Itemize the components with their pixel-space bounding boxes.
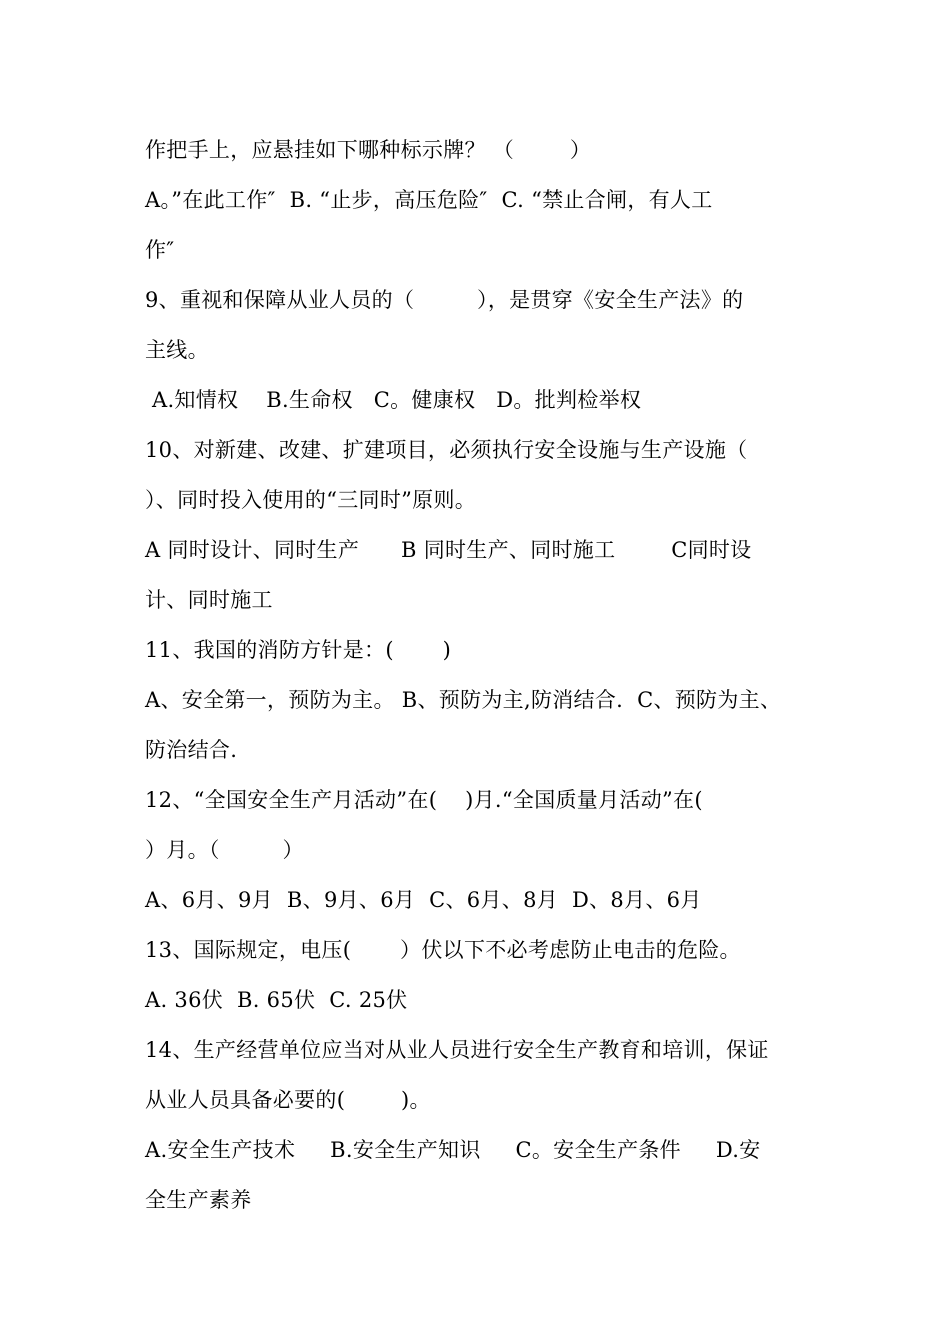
q14-text: 14、生产经营单位应当对从业人员进行安全生产教育和培训，保证 — [145, 1038, 769, 1062]
q10-options: A 同时设计、同时生产 B 同时生产、同时施工 C同时设 — [145, 538, 752, 562]
q12-options: A、6月、9月 B、9月、6月 C、6月、8月 D、8月、6月 — [145, 888, 702, 912]
q14-options: A.安全生产技术 B.安全生产知识 C。安全生产条件 D.安 — [145, 1138, 761, 1162]
q10-text-cont: ）、同时投入使用的“三同时”原则。 — [145, 488, 477, 512]
q10-options-cont: 计、同时施工 — [145, 588, 273, 612]
q10-text: 10、对新建、改建、扩建项目，必须执行安全设施与生产设施（ — [145, 438, 748, 462]
q12-text: 12、“全国安全生产月活动”在( )月.“全国质量月活动”在( — [145, 788, 703, 812]
q8-options-cont: 作″ — [145, 238, 175, 262]
q14-text-cont: 从业人员具备必要的( )。 — [145, 1088, 431, 1112]
q11-options: A、安全第一，预防为主。 B、预防为主,防消结合. C、预防为主、 — [145, 688, 782, 712]
q9-text-cont: 主线。 — [145, 338, 209, 362]
q13-text: 13、国际规定，电压( ）伏以下不必考虑防止电击的危险。 — [145, 938, 741, 962]
q12-text-cont: ）月。（ ） — [145, 838, 304, 862]
q14-options-cont: 全生产素养 — [145, 1188, 252, 1212]
q8-text-end: 作把手上，应悬挂如下哪种标示牌？ （ ） — [145, 138, 592, 162]
q9-text: 9、重视和保障从业人员的（ ），是贯穿《安全生产法》的 — [145, 288, 744, 312]
q8-options: A。”在此工作″ B. “止步，高压危险″ C. “禁止合闸，有人工 — [145, 188, 713, 212]
q11-options-cont: 防治结合. — [145, 738, 238, 762]
q11-text: 11、我国的消防方针是：( ) — [145, 638, 452, 662]
q9-options: A.知情权 B.生命权 C。健康权 D。批判检举权 — [145, 388, 642, 412]
q13-options: A. 36伏 B. 65伏 C. 25伏 — [145, 988, 408, 1012]
